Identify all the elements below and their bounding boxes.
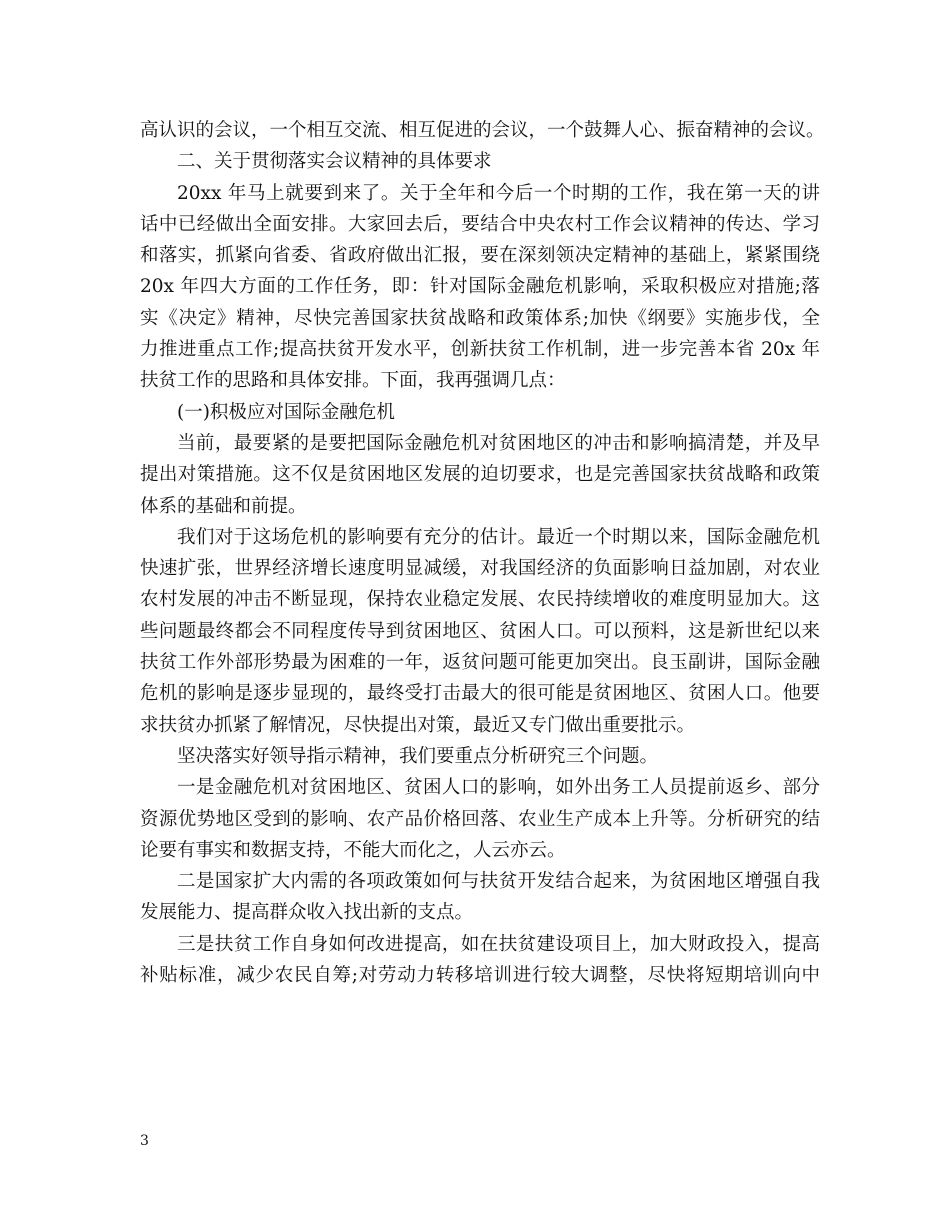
text-line: 三是扶贫工作自身如何改进提高，如在扶贫建设项目上，加大财政投入，提高 (177, 933, 820, 955)
text-line: 二是国家扩大内需的各项政策如何与扶贫开发结合起来，为贫困地区增强自我 (177, 871, 820, 893)
text-line: 二、关于贯彻落实会议精神的具体要求 (177, 151, 492, 173)
text-line: 求扶贫办抓紧了解情况，尽快提出对策，最近又专门做出重要批示。 (140, 714, 696, 736)
text-line: 我们对于这场危机的影响要有充分的估计。最近一个时期以来，国际金融危机 (177, 526, 820, 548)
text-line: 20xx 年马上就要到来了。关于全年和今后一个时期的工作，我在第一天的讲 (177, 182, 820, 204)
text-line: 力推进重点工作;提高扶贫开发水平，创新扶贫工作机制，进一步完善本省 20x 年 (140, 339, 820, 361)
text-line: 补贴标准，减少农民自筹;对劳动力转移培训进行较大调整，尽快将短期培训向中 (140, 965, 820, 987)
text-line: 和落实，抓紧向省委、省政府做出汇报，要在深刻领决定精神的基础上，紧紧围绕 (140, 245, 820, 267)
text-line: 些问题最终都会不同程度传导到贫困地区、贫困人口。可以预料，这是新世纪以来 (140, 620, 820, 642)
text-line: 实《决定》精神，尽快完善国家扶贫战略和政策体系;加快《纲要》实施步伐，全 (140, 307, 820, 329)
page-number: 3 (140, 1133, 149, 1149)
text-line: (一)积极应对国际金融危机 (177, 401, 395, 423)
text-line: 体系的基础和前提。 (140, 495, 307, 517)
text-line: 发展能力、提高群众收入找出新的支点。 (140, 902, 474, 924)
text-line: 扶贫工作外部形势最为困难的一年，返贫问题可能更加突出。良玉副讲，国际金融 (140, 652, 820, 674)
text-line: 当前，最要紧的是要把国际金融危机对贫困地区的冲击和影响搞清楚，并及早 (177, 432, 820, 454)
text-line: 高认识的会议，一个相互交流、相互促进的会议，一个鼓舞人心、振奋精神的会议。 (140, 120, 825, 141)
text-line: 资源优势地区受到的影响、农产品价格回落、农业生产成本上升等。分析研究的结 (140, 808, 820, 830)
text-line: 提出对策措施。这不仅是贫困地区发展的迫切要求，也是完善国家扶贫战略和政策 (140, 464, 820, 486)
text-line: 快速扩张，世界经济增长速度明显减缓，对我国经济的负面影响日益加剧，对农业 (140, 558, 820, 580)
text-line: 20x 年四大方面的工作任务，即：针对国际金融危机影响，采取积极应对措施;落 (140, 276, 820, 298)
text-line: 农村发展的冲击不断显现，保持农业稳定发展、农民持续增收的难度明显加大。这 (140, 589, 820, 611)
document-body (140, 115, 825, 991)
text-line: 坚决落实好领导指示精神，我们要重点分析研究三个问题。 (177, 745, 659, 767)
text-line: 扶贫工作的思路和具体安排。下面，我再强调几点： (140, 370, 566, 392)
text-line: 危机的影响是逐步显现的，最终受打击最大的很可能是贫困地区、贫困人口。他要 (140, 683, 820, 705)
text-line: 论要有事实和数据支持，不能大而化之，人云亦云。 (140, 839, 566, 861)
text-line: 一是金融危机对贫困地区、贫困人口的影响，如外出务工人员提前返乡、部分 (177, 777, 820, 799)
text-line: 话中已经做出全面安排。大家回去后，要结合中央农村工作会议精神的传达、学习 (140, 213, 820, 235)
